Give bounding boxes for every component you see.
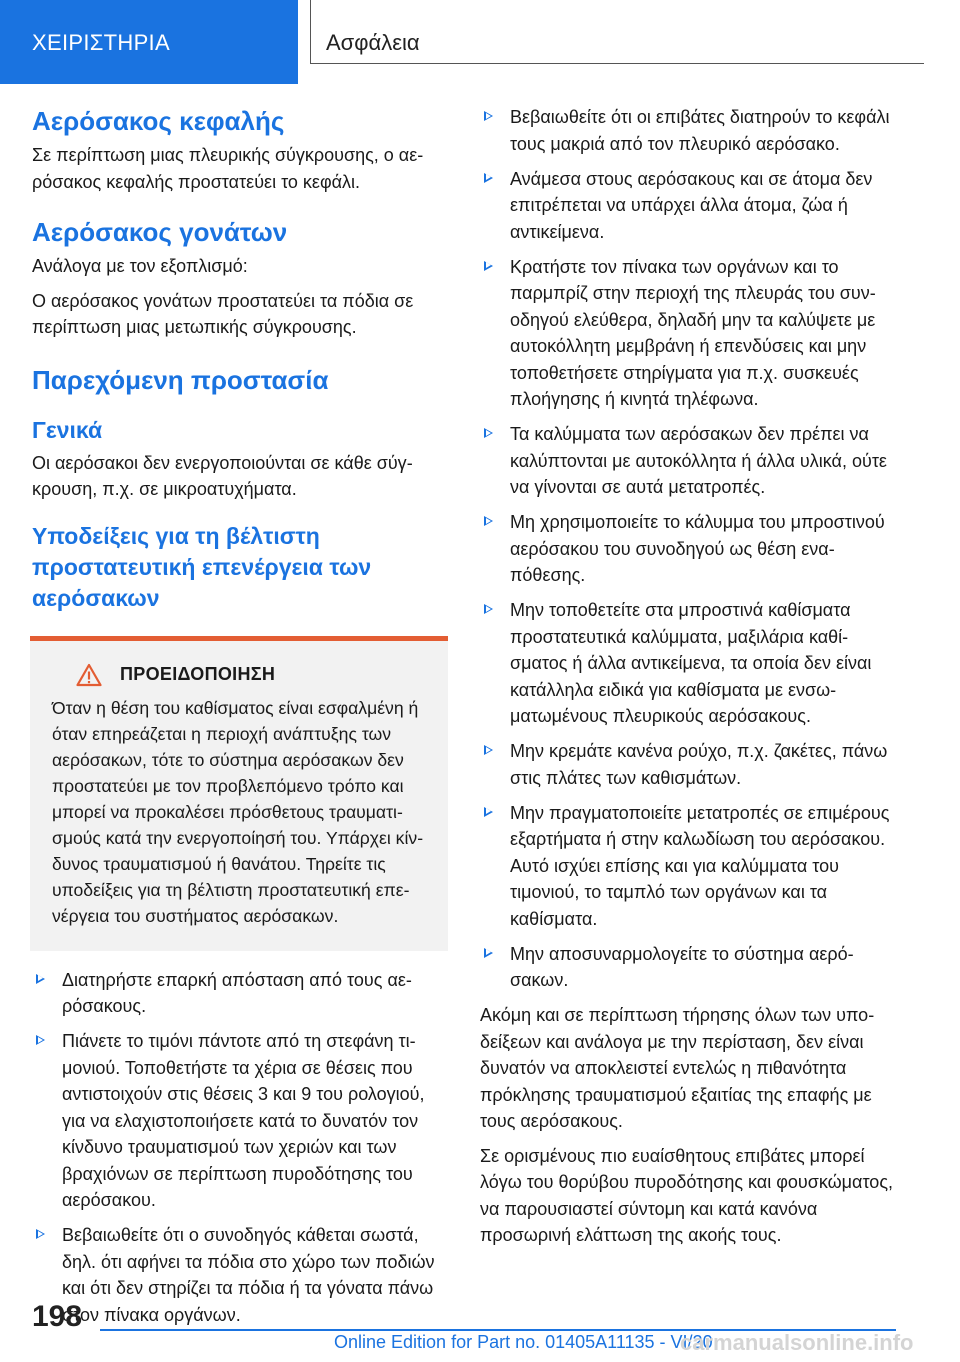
list-item: Μην αποσυναρμολογείτε το σύστημα αερόσακων.: [480, 941, 898, 994]
list-item: Μη χρησιμοποιείτε το κάλυμμα του μπροστινού αερόσακου του συνοδηγού ως θέση εναπόθεσης.: [480, 509, 898, 589]
warning-header: [52, 663, 428, 687]
bullet-arrow-icon: [484, 261, 493, 271]
left-column: [32, 104, 452, 1337]
section-title: Ασφάλεια: [326, 30, 420, 55]
warning-box: [30, 636, 448, 951]
watermark: carmanualsonline.info: [680, 1330, 914, 1355]
text-head-airbag: Σε περίπτωση μιας πλευρικής σύγκρουσης, ο αερόσακος κεφαλής προστατεύει το κεφάλι.: [32, 145, 424, 192]
list-item: Μην τοποθετείτε στα μπροστινά καθίσματα προστατευτικά καλύμματα, μαξιλάρια καθίσματος ή άλλα αντικείμενα, τα οποία δεν είναι κατάλληλα ειδικά για καθίσματα με ενσωματωμένους πλευρικούς αερόσακους.: [480, 597, 898, 730]
heading-knee-airbag: Αερόσακος γονάτων: [32, 217, 288, 247]
bullet-arrow-icon: [484, 604, 493, 614]
heading-protection: Παρεχόμενη προστασία: [32, 364, 329, 395]
bullet-arrow-icon: [484, 428, 493, 438]
text-knee-airbag: Ο αερόσακος γονάτων προστατεύει τα πόδια σε περίπτωση μιας μετωπικής σύγκρουσης.: [32, 290, 414, 337]
list-item: Διατηρήστε επαρκή απόσταση από τους αερόσακους.: [32, 967, 452, 1020]
list-item: Ανάμεσα στους αερόσακους και σε άτομα δεν επιτρέπεται να υπάρχει άλλα άτομα, ζώα ή αντικείμενα.: [480, 166, 898, 246]
text-residual-risk: Ακόμη και σε περίπτωση τήρησης όλων των υποδείξεων και ανάλογα με την περίσταση, δεν είναι δυνατόν να αποκλειστεί εντελώς η πιθανότητα πρόκλησης τραυματισμού εξαιτίας της επαφής με τους αερόσακους.: [480, 1005, 875, 1131]
bullet-arrow-icon: [484, 516, 493, 526]
bullet-arrow-icon: [484, 111, 493, 121]
heading-tips: Υποδείξεις για τη βέλτιστη προστατευτική επενέργεια των αερόσακων: [32, 522, 372, 611]
heading-head-airbag: Αερόσακος κεφαλής: [32, 106, 285, 136]
list-item: Πιάνετε το τιμόνι πάντοτε από τη στεφάνη τιμονιού. Τοποθετήστε τα χέρια σε θέσεις που αντιστοιχούν στις θέσεις 3 και 9 του ρολογιού, για να ελαχιστοποιήσετε κατά το δυνατόν τον κίνδυνο τραυματισμού των χεριών και των βραχιόνων σε περίπτωση πυροδότησης του αερόσακου.: [32, 1028, 452, 1214]
edition-text: Online Edition for Part no. 01405A11135 - VI/20: [334, 1332, 713, 1352]
bullet-arrow-icon: [36, 1229, 45, 1239]
list-item: Τα καλύμματα των αερόσακων δεν πρέπει να καλύπτονται με αυτοκόλλητα ή άλλα υλικά, ούτε να γίνονται σε αυτά μετατροπές.: [480, 421, 898, 501]
list-item: Μην πραγματοποιείτε μετατροπές σε επιμέρους εξαρτήματα ή στην καλωδίωση του αερόσακου. Αυτό ισχύει επίσης και για καλύμματα του τιμονιού, το ταμπλό των οργάνων και τα καθίσματα.: [480, 800, 898, 933]
tips-list-left: [32, 967, 452, 1329]
tips-list-right: [480, 104, 898, 994]
list-item: Μην κρεμάτε κανένα ρούχο, π.χ. ζακέτες, πάνω στις πλάτες των καθισμάτων.: [480, 738, 898, 791]
right-column: [480, 104, 898, 1249]
bullet-arrow-icon: [484, 173, 493, 183]
bullet-arrow-icon: [36, 1035, 45, 1045]
heading-general: Γενικά: [32, 416, 103, 443]
text-general: Οι αερόσακοι δεν ενεργοποιούνται σε κάθε σύγκρουση, π.χ. σε μικροατυχήματα.: [32, 452, 413, 499]
list-item: Κρατήστε τον πίνακα των οργάνων και το παρμπρίζ στην περιοχή της πλευράς του συνοδηγού ελεύθερα, δηλαδή μην τα καλύψετε με αυτοκόλλητη μεμβράνη ή επενδύσεις και μην τοποθετήσετε στηρίγματα για π.χ. συσκευές πλοήγησης ή κινητά τηλέφωνα.: [480, 254, 898, 413]
bullet-arrow-icon: [484, 948, 493, 958]
warning-text: Όταν η θέση του καθίσματος είναι εσφαλμένη ή όταν επηρεάζεται η περιοχή ανάπτυξης των αερόσακων, τότε το σύστημα αερόσακων δεν προστατεύει με τον προβλεπόμενο τρόπο και μπορεί να προκαλέσει πρόσθετους τραυματισμούς κατά την ενεργοποίησή του. Υπάρχει κίνδυνος τραυματισμού ή θανάτου. Τηρείτε τις υποδείξεις για τη βέλτιστη προστατευτική επενέργεια του συστήματος αερόσακων.: [52, 697, 424, 926]
page-number: 198: [32, 1300, 83, 1333]
section-tab: ΧΕΙΡΙΣΤΗΡΙΑ: [0, 0, 298, 84]
text-knee-availability: Ανάλογα με τον εξοπλισμό:: [32, 256, 248, 276]
bullet-arrow-icon: [484, 745, 493, 755]
warning-title: ΠΡΟΕΙΔΟΠΟΙΗΣΗ: [120, 664, 276, 684]
list-item: Βεβαιωθείτε ότι ο συνοδηγός κάθεται σωστά, δηλ. ότι αφήνει τα πόδια στο χώρο των ποδιών και ότι δεν στηρίζει τα πόδια ή τα γόνατα πάνω στον πίνακα οργάνων.: [32, 1222, 452, 1328]
bullet-arrow-icon: [484, 807, 493, 817]
warning-triangle-icon: [76, 663, 102, 687]
text-hearing: Σε ορισμένους πιο ευαίσθητους επιβάτες μπορεί λόγω του θορύβου πυροδότησης και φουσκώματος, να παρουσιαστεί σύντομη και κατά κανόνα προσωρινή ελάττωση της ακοής τους.: [480, 1145, 893, 1245]
bullet-arrow-icon: [36, 974, 45, 984]
list-item: Βεβαιωθείτε ότι οι επιβάτες διατηρούν το κεφάλι τους μακριά από τον πλευρικό αερόσακο.: [480, 104, 898, 157]
